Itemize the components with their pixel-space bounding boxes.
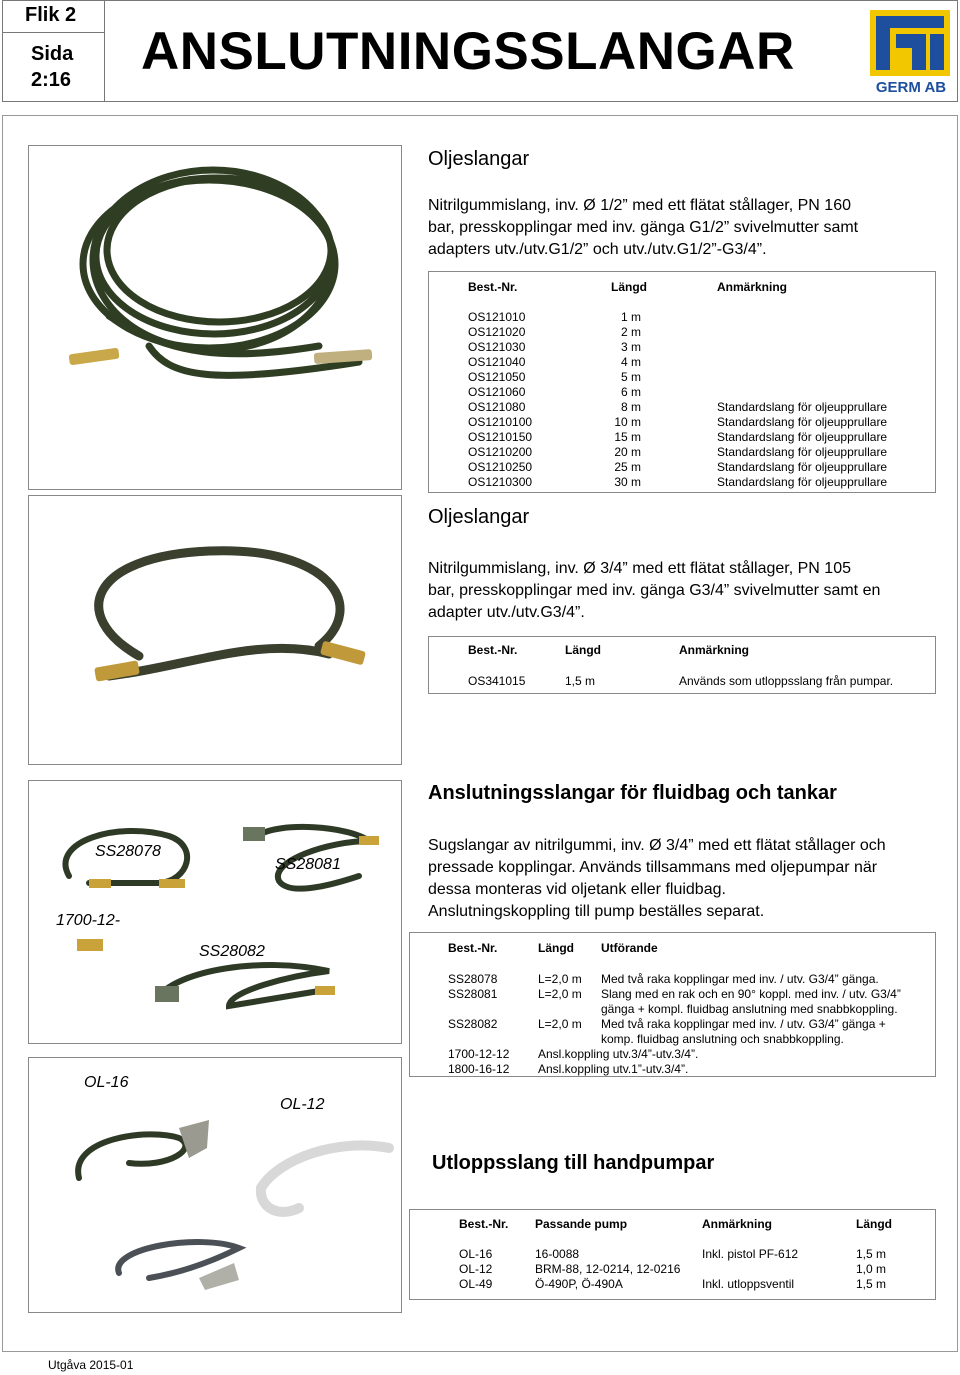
section-heading: Oljeslangar (428, 148, 530, 170)
table-row: 1800-16-12 (448, 1062, 510, 1076)
table-cell: Ö-490P, Ö-490A (535, 1277, 623, 1291)
hose-loop-image (29, 496, 403, 766)
table-cell: Inkl. pistol PF-612 (702, 1247, 799, 1261)
product-table: Best.-Nr. Längd Anmärkning OS341015 1,5 m Används som utloppsslang från pumpar. (428, 636, 936, 694)
germ-logo (868, 6, 954, 98)
label-ss28081: SS28081 (275, 856, 341, 873)
table-cell: 5 m (620, 370, 641, 384)
table-cell: 8 m (620, 400, 641, 414)
hose-photo-4 (28, 1057, 402, 1313)
table-cell: Ansl.koppling utv.1”-utv.3/4”. (538, 1062, 689, 1076)
table-cell: Ansl.koppling utv.3/4”-utv.3/4”. (538, 1047, 699, 1061)
label-1700-12: 1700-12- (56, 912, 121, 929)
table-row: OL-12 (459, 1262, 493, 1276)
table-cell: 6 m (620, 385, 641, 399)
label-ol-16: OL-16 (84, 1074, 129, 1091)
table-cell: Slang med en rak och en 90° koppl. med inv. / utv. G3/4” (601, 987, 901, 1001)
table-cell: 2 m (620, 325, 641, 339)
table-row: OS121080 (468, 400, 526, 414)
table-cell: L=2,0 m (538, 987, 582, 1001)
page-label: Sida (31, 43, 74, 65)
table-cell: 1,5 m (856, 1247, 887, 1261)
page-title: ANSLUTNINGSSLANGAR (141, 22, 795, 81)
table-row: SS28078 (448, 972, 498, 986)
hose-coil-image (29, 146, 403, 491)
table-cell: 1,5 m (856, 1277, 887, 1291)
table-cell: 1,0 m (856, 1262, 887, 1276)
table-cell: 20 m (614, 445, 641, 459)
page-value: 2:16 (31, 69, 72, 91)
table-cell: komp. fluidbag anslutning och snabbkoppling. (601, 1032, 844, 1046)
product-table: Best.-Nr. Passande pump Anmärkning Längd OL-16 16-0088 Inkl. pistol PF-612 1,5 m OL-12 BRM-88, 12-0214, 12-0216 1,0 m OL-49 Ö-490P, Ö-490A Inkl. utloppsventil 1,5 m (409, 1209, 936, 1300)
hose-photo-3 (28, 780, 402, 1044)
table-cell: Inkl. utloppsventil (702, 1277, 795, 1291)
table-cell: 30 m (614, 475, 641, 489)
section-description: Nitrilgummislang, inv. Ø 3/4” med ett flätat stållager, PN 105 bar, presskopplingar med inv. gänga G3/4” svivelmutter samt en adapter utv./utv.G3/4”. (428, 560, 881, 621)
page-header (2, 0, 958, 102)
table-row: OS1210100 (468, 415, 533, 429)
product-table: Best.-Nr. Längd Utförande SS28078 L=2,0 m Med två raka kopplingar med inv. / utv. G3/4” gänga. SS28081 L=2,0 m Slang med en rak och en 90° koppl. med inv. / utv. G3/4” gänga + kompl. fluidbag anslutning med snabbkoppling. SS28082 L=2,0 m Med två raka kopplingar med inv. / utv. G3/4” gänga + komp. fluidbag anslutning och snabbkoppling. 1700-12-12 Ansl.koppling utv.3/4”-utv.3/4”. 1800-16-12 Ansl.koppling utv.1”-utv.3/4”. (409, 932, 936, 1077)
table-cell: L=2,0 m (538, 972, 582, 986)
table-header: Best.-Nr. (468, 280, 518, 294)
table-row: OS1210200 (468, 445, 533, 459)
table-row: OS1210150 (468, 430, 533, 444)
tab-label: Flik 2 (3, 1, 105, 33)
product-table: Best.-Nr. Längd Anmärkning OS121010 1 m OS121020 2 m OS121030 3 m OS121040 4 m OS121050 5 m OS121060 6 m OS121080 8 m Standardslang för oljeupprullare OS1210100 10 m Standardslang för oljeupprullare OS1210150 15 m Standardslang för oljeupprullare OS1210200 20 m Standardslang för oljeupprullare OS1210250 25 m Standardslang för oljeupprullare OS1210300 30 m Standardslang för oljeupprullare (428, 271, 936, 493)
table-cell: Standardslang för oljeupprullare (717, 400, 888, 414)
outlet-hoses-image (29, 1058, 403, 1314)
table-cell: Standardslang för oljeupprullare (717, 415, 888, 429)
table-cell: Standardslang för oljeupprullare (717, 475, 888, 489)
table-cell: gänga + kompl. fluidbag anslutning med snabbkoppling. (601, 1002, 898, 1016)
table-cell: L=2,0 m (538, 1017, 582, 1031)
logo-text: GERM AB (875, 79, 947, 96)
table-cell: Standardslang för oljeupprullare (717, 460, 888, 474)
table-row: OL-49 (459, 1277, 493, 1291)
table-cell: 4 m (620, 355, 641, 369)
page-number (3, 33, 105, 101)
table-row: OS121020 (468, 325, 526, 339)
table-cell: 25 m (614, 460, 641, 474)
table-cell: Med två raka kopplingar med inv. / utv. G3/4” gänga. (601, 972, 879, 986)
table-row: OS121060 (468, 385, 526, 399)
table-cell: 16-0088 (535, 1247, 580, 1261)
table-cell: 1 m (620, 310, 641, 324)
label-ss28078: SS28078 (95, 843, 161, 860)
label-ss28082: SS28082 (199, 943, 265, 960)
table-row: OS341015 (468, 674, 526, 688)
section-description: Nitrilgummislang, inv. Ø 1/2” med ett flätat stållager, PN 160 bar, presskopplingar med inv. gänga G1/2” svivelmutter samt adapters utv./utv.G1/2” och utv./utv.G1/2”-G3/4”. (428, 197, 859, 258)
table-row: SS28081 (448, 987, 498, 1001)
table-row: SS28082 (448, 1017, 498, 1031)
table-row: OS121050 (468, 370, 526, 384)
section-heading: Utloppsslang till handpumpar (432, 1152, 715, 1174)
table-cell: BRM-88, 12-0214, 12-0216 (535, 1262, 681, 1276)
table-cell: Standardslang för oljeupprullare (717, 430, 888, 444)
table-row: 1700-12-12 (448, 1047, 510, 1061)
section-heading: Oljeslangar (428, 506, 530, 528)
hose-photo-2 (28, 495, 402, 765)
table-row: OS121040 (468, 355, 526, 369)
table-cell: 3 m (620, 340, 641, 354)
table-row: OS121010 (468, 310, 526, 324)
label-ol-12: OL-12 (280, 1096, 325, 1113)
section-description: Sugslangar av nitrilgummi, inv. Ø 3/4” med ett flätat stållager och pressade kopplingar. Används tillsammans med oljepumpar när dessa monteras vid oljetank eller fluidbag. Anslutningskoppling till pump beställes separat. (428, 837, 886, 920)
table-cell: Standardslang för oljeupprullare (717, 445, 888, 459)
edition-footer: Utgåva 2015-01 (48, 1358, 134, 1372)
hose-photo-1 (28, 145, 402, 490)
table-cell: 10 m (614, 415, 641, 429)
table-cell: Med två raka kopplingar med inv. / utv. G3/4” gänga + (601, 1017, 886, 1031)
table-row: OS1210250 (468, 460, 533, 474)
table-row: OS121030 (468, 340, 526, 354)
section-heading: Anslutningsslangar för fluidbag och tankar (428, 782, 837, 804)
table-cell: 15 m (614, 430, 641, 444)
table-row: OS1210300 (468, 475, 533, 489)
table-row: OL-16 (459, 1247, 493, 1261)
